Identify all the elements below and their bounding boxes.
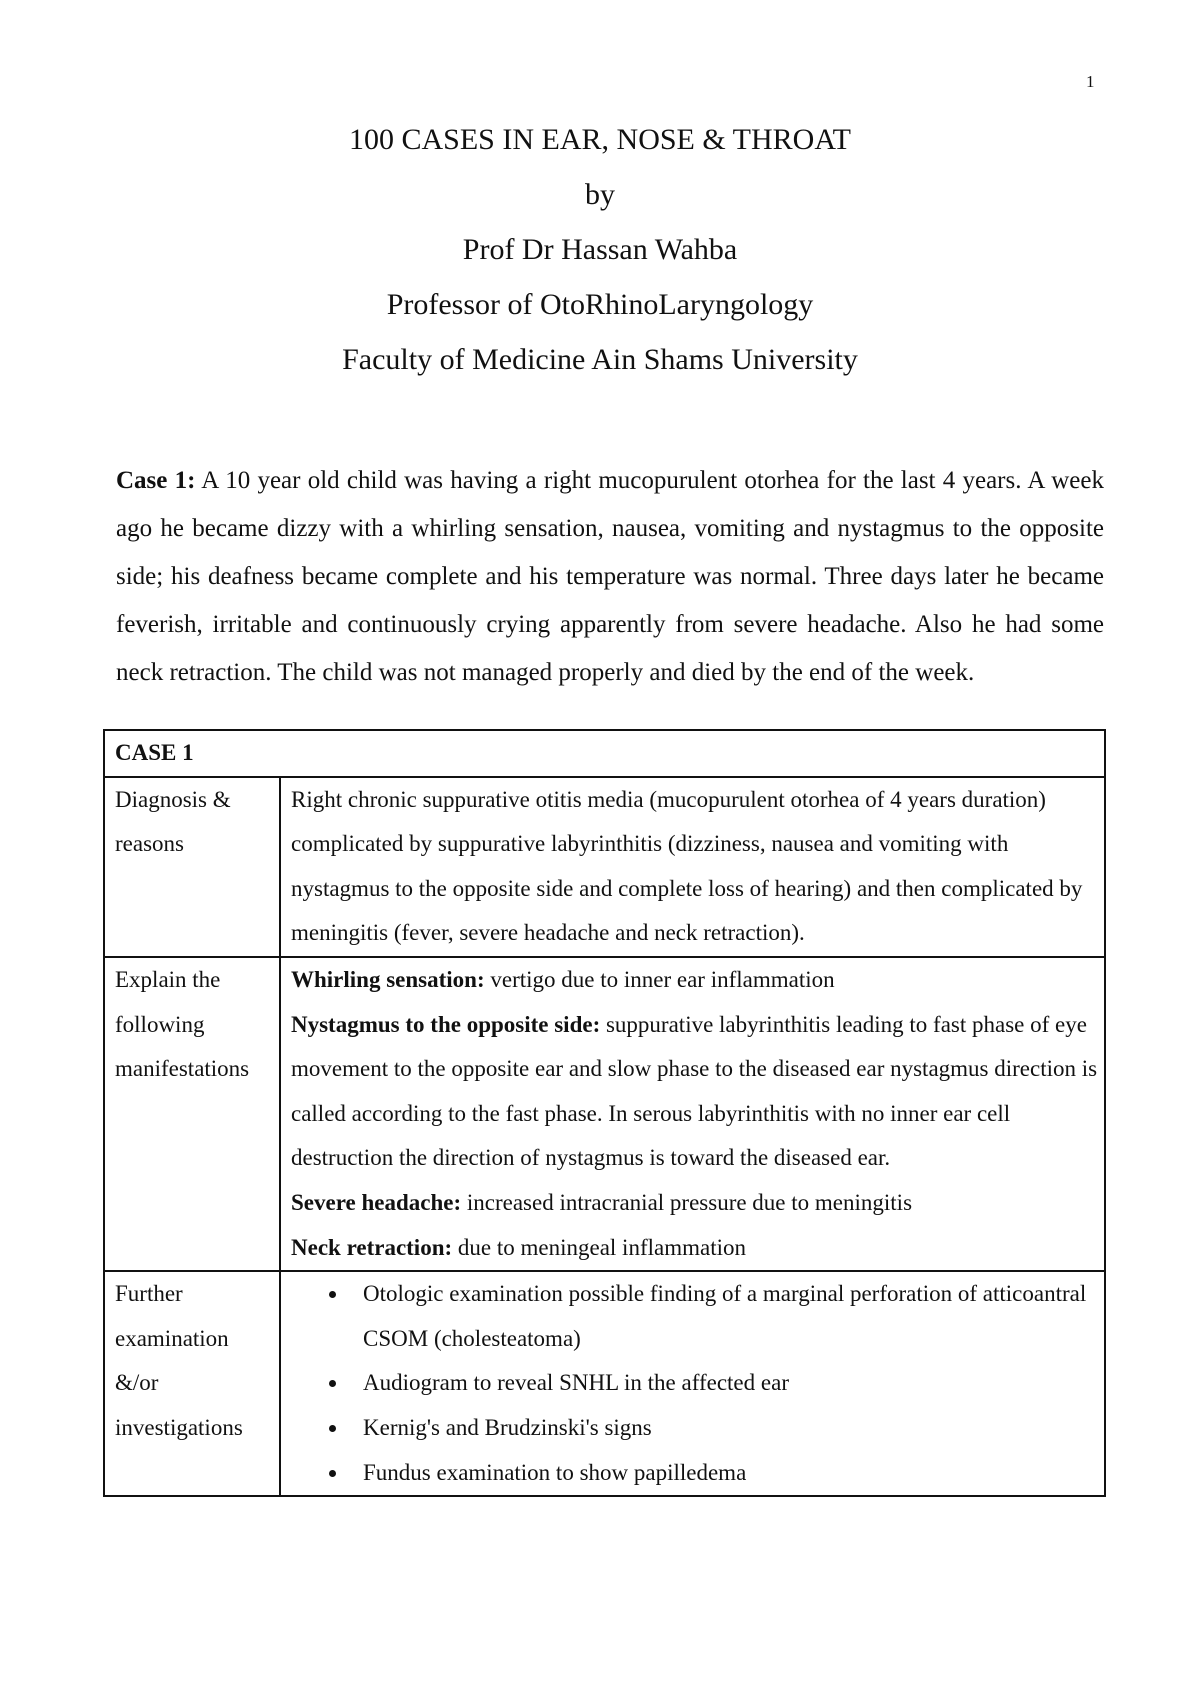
list-item: • Kernig's and Brudzinski's signs xyxy=(349,1406,1098,1451)
table-row-diagnosis xyxy=(104,777,1105,957)
manifestation-term: Severe headache: xyxy=(291,1189,462,1215)
further-content xyxy=(280,1271,1105,1496)
manifestation-item xyxy=(291,958,1098,1003)
title-by: by xyxy=(585,178,615,211)
table-header-row xyxy=(104,730,1105,777)
investigation-list xyxy=(291,1272,1098,1495)
author-affiliation: Faculty of Medicine Ain Shams University xyxy=(342,343,858,376)
table-row-further xyxy=(104,1271,1105,1496)
title-block xyxy=(0,112,1200,387)
explain-label: Explain the following manifestations xyxy=(104,957,280,1271)
manifestation-item xyxy=(291,1181,1098,1226)
author-name: Prof Dr Hassan Wahba xyxy=(462,233,738,266)
manifestation-item xyxy=(291,1226,1098,1271)
table-header: CASE 1 xyxy=(104,730,1105,777)
manifestation-item xyxy=(291,1003,1098,1181)
author-position: Professor of OtoRhinoLaryngology xyxy=(386,288,814,321)
case-description xyxy=(116,457,1104,697)
list-item: • Audiogram to reveal SNHL in the affected ear xyxy=(349,1361,1098,1406)
book-title: 100 CASES IN EAR, NOSE & THROAT xyxy=(349,123,851,156)
manifestation-text: suppurative labyrinthitis leading to fast phase of eye movement to the opposite ear and slow phase to the diseased ear nystagmus direction is called according to the fast phase. In serous labyrinthitis with no inner ear cell destruction the direction of nystagmus is toward the diseased ear. xyxy=(291,1011,1098,1171)
manifestation-term: Neck retraction: xyxy=(291,1234,453,1260)
manifestation-text: vertigo due to inner ear inflammation xyxy=(484,966,835,992)
diagnosis-text: Right chronic suppurative otitis media (mucopurulent otorhea of 4 years duration) complicated by suppurative labyrinthitis (dizziness, nausea and vomiting with nystagmus to the opposite side and complete loss of hearing) and then complicated by meningitis (fever, severe headache and neck retraction). xyxy=(280,777,1105,957)
list-item: • Fundus examination to show papilledema xyxy=(349,1451,1098,1496)
list-item: • Otologic examination possible finding of a marginal perforation of atticoantral CSOM (cholesteatoma) xyxy=(349,1272,1098,1361)
case-body: A 10 year old child was having a right mucopurulent otorhea for the last 4 years. A week ago he became dizzy with a whirling sensation, nausea, vomiting and nystagmus to the opposite side; his deafness became complete and his temperature was normal. Three days later he became feverish, irritable and continuously crying apparently from severe headache. Also he had some neck retraction. The child was not managed properly and died by the end of the week. xyxy=(116,467,1104,686)
further-label: Further examination &/or investigations xyxy=(104,1271,280,1496)
explain-content xyxy=(280,957,1105,1271)
manifestation-text: increased intracranial pressure due to meningitis xyxy=(461,1189,913,1215)
case-table xyxy=(103,729,1106,1497)
manifestation-term: Whirling sensation: xyxy=(291,966,485,992)
table-row-explain xyxy=(104,957,1105,1271)
page-number: 1 xyxy=(1086,72,1095,91)
diagnosis-label: Diagnosis & reasons xyxy=(104,777,280,957)
manifestation-term: Nystagmus to the opposite side: xyxy=(291,1011,601,1037)
manifestation-text: due to meningeal inflammation xyxy=(452,1234,746,1260)
case-lead: Case 1: xyxy=(116,467,196,494)
